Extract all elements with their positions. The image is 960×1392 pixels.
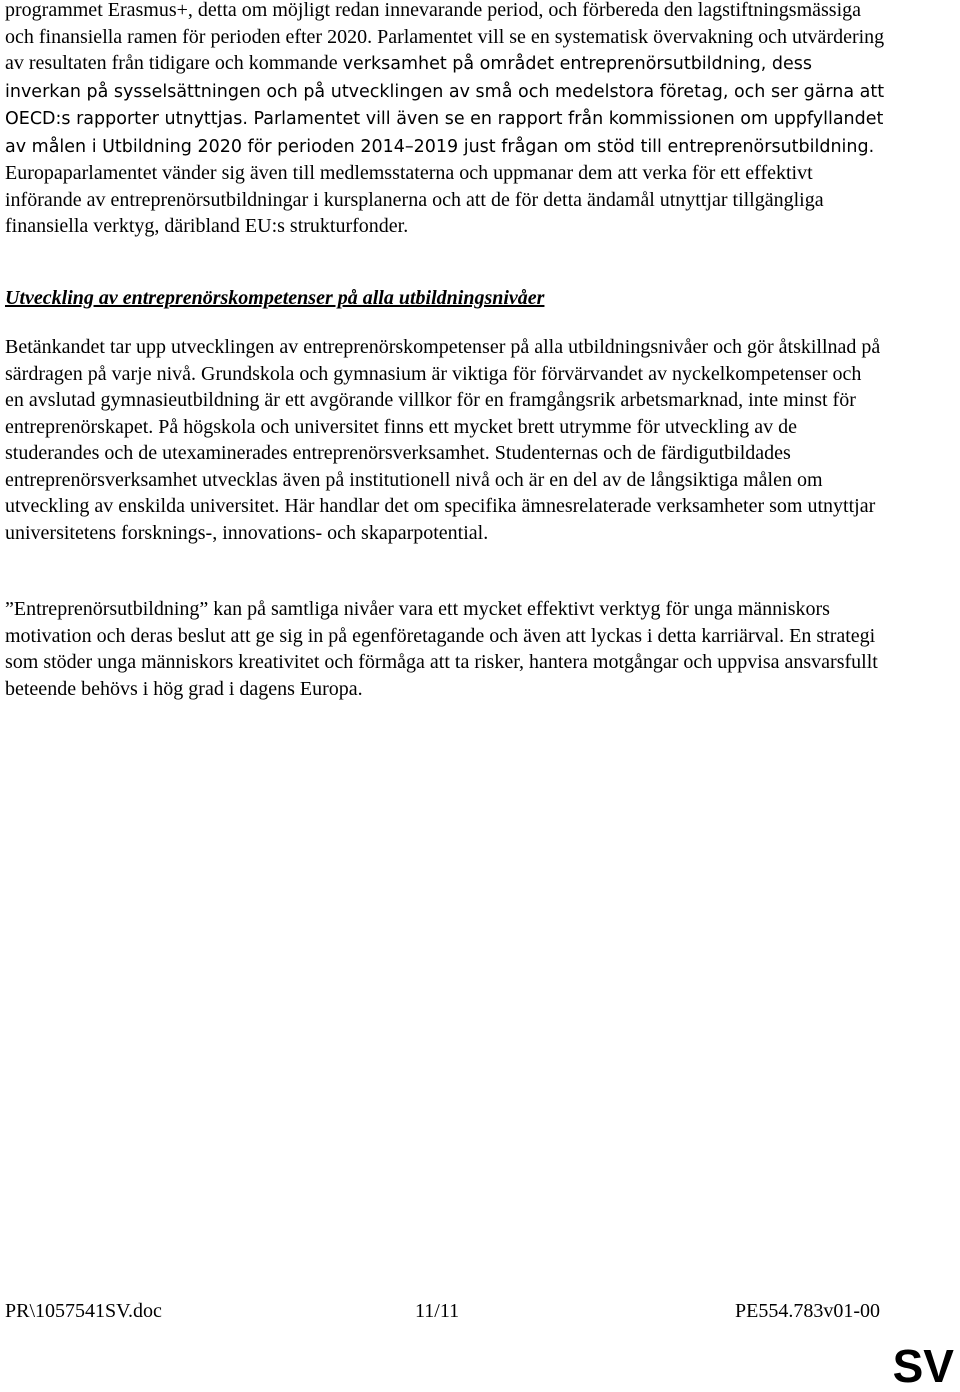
footer-pe-reference: PE554.783v01-00 [735, 1300, 880, 1322]
paragraph-1-serif-end-text: Europaparlamentet vänder sig även till medlemsstaterna och uppmanar dem att verka för ett effektivt införande av entreprenörsutbildningar i kursplanerna och att de för detta ändamål utnyttjar tillgängliga finansiella verktyg, däribland EU:s strukturfonder. [5, 162, 824, 237]
section-heading: Utveckling av entreprenörskompetenser på alla utbildningsnivåer [5, 287, 545, 309]
page-footer [5, 1300, 880, 1326]
paragraph-1-sans-text: verksamhet på området entreprenörsutbildning, dess inverkan på sysselsättningen och på utvecklingen av små och medelstora företag, och ser gärna att OECD:s rapporter utnyttjas. Parlamentet vill även se en rapport från kommissionen om uppfyllandet av målen i Utbildning 2020 för perioden 2014–2019 just frågan om stöd till entreprenörsutbildning. [5, 54, 885, 157]
footer-page-number: 11/11 [415, 1300, 460, 1322]
language-tag: SV [892, 1340, 954, 1392]
footer-doc-reference: PR\1057541SV.doc [5, 1300, 162, 1322]
body-paragraph-2: Betänkandet tar upp utvecklingen av entreprenörskompetenser på alla utbildningsnivåer och gör åtskillnad på särdragen på varje nivå. Grundskola och gymnasium är viktiga för förvärvandet av nyckelkompetenser och en avslutad gymnasieutbildning är ett avgörande villkor för en framgångsrik arbetsmarknad, inte minst för entreprenörskapet. På högskola och universitet finns ett mycket brett utrymme för utveckling av de studerandes och de utexaminerades entreprenörsverksamhet. Studenternas och de färdigutbildades entreprenörsverksamhet utvecklas även på institutionell nivå och är en del av de långsiktiga målen om utveckling av enskilda universitet. Här handlar det om specifika ämnesrelaterade verksamheter som utnyttjar universitetens forsknings-, innovations- och skaparpotential. [5, 336, 881, 544]
paragraph-1-serif-text: programmet Erasmus+, detta om möjligt redan innevarande period, och förbereda den lagstiftningsmässiga och finansiella ramen för perioden efter 2020. Parlamentet vill se en systematisk övervakning och utvärdering av resultaten från tidigare och kommande [5, 0, 885, 74]
body-paragraph-3: ”Entreprenörsutbildning” kan på samtliga nivåer vara ett mycket effektivt verktyg för unga människors motivation och deras beslut att ge sig in på egenföretagande och även att lyckas i detta karriärval. En strategi som stöder unga människors kreativitet och förmåga att ta risker, hantera motgångar och uppvisa ansvarsfullt beteende behövs i hög grad i dagens Europa. [5, 598, 878, 700]
body-paragraph-1 [5, 0, 885, 240]
